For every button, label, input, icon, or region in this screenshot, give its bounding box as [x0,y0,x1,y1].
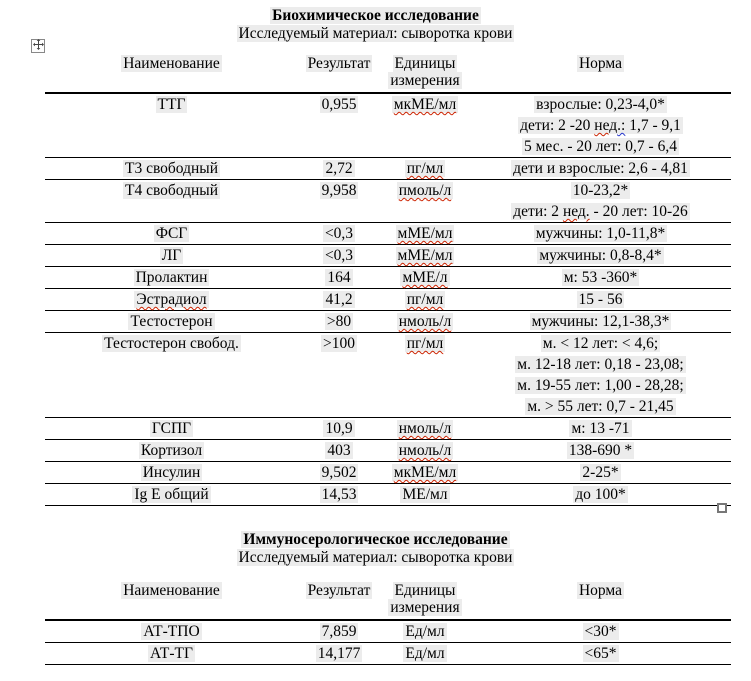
text-run: >80 [326,313,352,330]
cell-result[interactable] [298,620,380,643]
cell-test-name[interactable] [45,223,298,245]
test-name [160,247,183,264]
cell-norm[interactable] [470,180,731,223]
norm-text [522,138,679,155]
units-value [405,291,446,308]
cell-units[interactable] [380,418,470,440]
cell-norm[interactable] [470,93,731,158]
cell-result[interactable] [298,93,380,158]
norm-text [534,96,667,113]
result-row [45,440,731,462]
text-run: ФСГ [155,225,188,242]
norm-line [470,375,731,396]
cell-units[interactable] [380,440,470,462]
column-header-norm: Норма [578,55,623,72]
cell-units[interactable] [380,311,470,333]
text-run: 2,72 [325,160,353,177]
norm-text [515,377,685,394]
test-name [156,96,188,113]
norm-text [571,182,631,199]
misspelled-text-run: Эстрадиол [136,291,207,308]
text-run: <30* [584,623,617,640]
cell-norm[interactable] [470,333,731,418]
section-subtitle [0,25,751,42]
units-value [396,225,455,242]
text-run: мужчины: 12,1-38,3* [531,313,670,330]
cell-result[interactable] [298,333,380,418]
norm-text [583,645,619,662]
text-run: м. 19-55 лет: 1,00 - 28,28; [517,377,684,394]
units-value [405,160,446,177]
cell-norm[interactable] [470,418,731,440]
test-name [132,486,210,503]
norm-line [470,136,731,157]
text-run: МЕ/мл [402,486,448,503]
header-cell-name[interactable] [45,55,298,93]
result-value [320,464,359,481]
cell-result[interactable] [298,223,380,245]
header-cell-result[interactable] [298,55,380,93]
result-value [316,645,363,662]
section-immunoserology [0,506,751,665]
result-row [45,484,731,506]
result-value [320,486,359,503]
units-value [392,96,458,113]
cell-norm[interactable] [470,267,731,289]
text-run: м. 12-18 лет: 0,18 - 23,08; [517,356,684,373]
text-run: Ig E общий [134,486,209,503]
text-run: дети и взрослые: 2,6 - 4,81 [513,160,688,177]
result-row [45,223,731,245]
units-value [400,486,449,503]
text-run: 14,53 [321,486,357,503]
text-run: ЛГ [161,247,182,264]
norm-line [470,267,731,288]
misspelled-text-run: нмоль/л [398,420,452,437]
cell-test-name[interactable] [45,267,298,289]
result-row [45,267,731,289]
norm-line [470,484,731,505]
result-value [320,623,359,640]
result-row [45,158,731,180]
cell-test-name[interactable] [45,484,298,506]
cell-result[interactable] [298,180,380,223]
cell-norm[interactable] [470,289,731,311]
norm-text [583,623,619,640]
units-value [403,623,446,640]
section-subtitle-text: Исследуемый материал: сыворотка крови [238,549,513,566]
cell-units[interactable] [380,484,470,506]
cell-test-name[interactable] [45,418,298,440]
norm-line [470,180,731,201]
cell-result[interactable] [298,484,380,506]
norm-line [470,354,731,375]
section-title-text: Биохимическое исследование [272,7,479,24]
cell-test-name[interactable] [45,180,298,223]
column-header-units-line2: измерения [390,599,460,616]
cell-test-name[interactable] [45,289,298,311]
text-run: Ед/мл [405,645,445,662]
result-value [320,182,359,199]
cell-units[interactable] [380,93,470,158]
norm-line [470,245,731,266]
norm-text [562,269,640,286]
norm-line [470,333,731,354]
text-run: 10,9 [325,420,353,437]
misspelled-text-run: мкМЕ/мл [393,464,457,481]
result-value [323,291,354,308]
text-run: 9,958 [321,182,357,199]
cell-units[interactable] [380,267,470,289]
text-run: <0,3 [324,247,354,264]
text-run: Ед/мл [405,623,445,640]
norm-text [530,313,672,330]
cell-norm[interactable] [470,462,731,484]
column-header-result: Результат [307,582,371,599]
cell-result[interactable] [298,643,380,665]
text-run: 0,955 [321,96,357,113]
text-run: >100 [323,335,355,352]
norm-line [470,201,731,222]
cell-units[interactable] [380,223,470,245]
units-value [396,247,455,264]
text-run: - 20 лет: 10-26 [589,203,688,220]
header-cell-name[interactable] [45,582,298,620]
norm-text [580,464,620,481]
cell-units[interactable] [380,643,470,665]
text-run: 138-690 * [568,442,633,459]
cell-test-name[interactable] [45,158,298,180]
result-row [45,418,731,440]
norm-line [470,289,731,310]
test-name [134,269,210,286]
text-run: Тестостерон [130,313,213,330]
biochemistry-results-table [45,55,731,506]
norm-text [511,160,690,177]
norm-text [537,247,663,264]
cell-norm[interactable] [470,311,731,333]
result-value [323,160,354,177]
table-header-row [45,55,731,93]
misspelled-text-run: мМЕ/л [402,269,448,286]
norm-line [470,462,731,483]
section-title [0,7,751,24]
cell-result[interactable] [298,245,380,267]
table-resize-handle[interactable] [717,503,727,513]
text-run: 41,2 [325,291,353,308]
text-run: 1,7 - 9,1 [625,117,681,134]
cell-test-name[interactable] [45,643,298,665]
result-value [323,225,355,242]
result-value [325,269,352,286]
text-run: м: 13 -71 [571,420,630,437]
text-run: АТ-ТГ [150,645,193,662]
cell-test-name[interactable] [45,245,298,267]
cell-norm[interactable] [470,158,731,180]
units-value [397,442,454,459]
text-run: 403 [327,442,351,459]
result-row [45,620,731,643]
cell-norm[interactable] [470,643,731,665]
misspelled-text-run: пг/мл [406,160,444,177]
misspelled-text-run: мкМЕ/мл [393,96,457,113]
norm-line [470,94,731,115]
units-value [403,645,446,662]
norm-line [470,418,731,439]
norm-line [470,115,731,136]
text-run: <65* [584,645,617,662]
text-run: 7,859 [321,623,357,640]
test-name [150,420,193,437]
cell-norm[interactable] [470,484,731,506]
units-value [397,313,454,330]
text-run: ГСПГ [151,420,192,437]
cell-norm[interactable] [470,245,731,267]
cell-norm[interactable] [470,440,731,462]
section-title-text: Иммуносерологическое исследование [243,531,508,548]
text-run: 14,177 [317,645,361,662]
cell-result[interactable] [298,158,380,180]
text-run: Т3 свободный [124,160,218,177]
text-run: до 100* [575,486,626,503]
header-cell-result[interactable] [298,582,380,620]
result-value [320,96,359,113]
misspelled-text-run: нед. [562,203,590,220]
norm-line [470,396,731,417]
result-value [325,442,352,459]
norm-text [567,442,634,459]
test-name [128,313,214,330]
text-run: дети: 2 [513,203,563,220]
norm-text [573,486,628,503]
text-run: Инсулин [142,464,201,481]
test-name [154,225,190,242]
norm-line [470,440,731,461]
cell-test-name[interactable] [45,311,298,333]
text-run: взрослые: 0,23-4,0* [536,96,665,113]
norm-text [541,335,660,352]
result-row [45,462,731,484]
norm-text [511,203,689,220]
cell-result[interactable] [298,267,380,289]
column-header-units-line2: измерения [390,72,460,89]
text-run: 15 - 56 [578,291,623,308]
text-run: Кортизол [140,442,203,459]
units-value [392,464,458,481]
move-cross-icon [33,37,44,55]
result-row [45,245,731,267]
section-subtitle [0,549,751,566]
cell-units[interactable] [380,620,470,643]
column-header-norm: Норма [578,582,623,599]
text-run: мужчины: 0,8-8,4* [539,247,662,264]
cell-units[interactable] [380,289,470,311]
cell-norm[interactable] [470,620,731,643]
norm-line [470,158,731,179]
cell-test-name[interactable] [45,620,298,643]
column-header-units-line1: Единицы [394,582,456,599]
misspelled-text-run: пг/мл [406,335,444,352]
norm-text [515,356,685,373]
norm-text [534,225,668,242]
cell-norm[interactable] [470,223,731,245]
cell-units[interactable] [380,462,470,484]
header-cell-norm[interactable] [470,582,731,620]
section-title [0,531,751,548]
result-value [323,247,355,264]
units-value [397,182,454,199]
header-cell-units[interactable] [380,582,470,620]
test-name [148,645,195,662]
table-move-handle[interactable] [31,39,45,53]
text-run: Т4 свободный [124,182,218,199]
cell-result[interactable] [298,418,380,440]
norm-text [525,398,675,415]
misspelled-text-run: мМЕ/мл [397,225,453,242]
misspelled-text-run: нмоль/л [398,442,452,459]
result-row [45,643,731,665]
cell-units[interactable] [380,180,470,223]
header-cell-norm[interactable] [470,55,731,93]
misspelled-text-run: нед [594,117,618,134]
text-run: <0,3 [324,225,354,242]
text-run: Пролактин [135,269,208,286]
cell-result[interactable] [298,440,380,462]
immunoserology-results-table [45,582,731,665]
column-header-name: Наименование [123,582,220,599]
cell-result[interactable] [298,289,380,311]
misspelled-text-run: пмоль/л [398,182,452,199]
test-name [141,464,203,481]
norm-line [470,621,731,642]
test-name [141,623,201,640]
cell-test-name[interactable] [45,440,298,462]
norm-text [577,291,625,308]
cell-units[interactable] [380,158,470,180]
cell-test-name[interactable] [45,93,298,158]
cell-test-name[interactable] [45,333,298,418]
cell-result[interactable] [298,311,380,333]
test-name [123,160,220,177]
section-header-block [0,0,751,42]
text-run: м. < 12 лет: < 4,6; [542,335,659,352]
units-value [397,420,454,437]
cell-result[interactable] [298,462,380,484]
header-cell-units[interactable] [380,55,470,93]
text-run: АТ-ТПО [143,623,200,640]
test-name [102,335,241,352]
text-run: 10-23,2* [572,182,629,199]
result-row [45,93,731,158]
result-value [323,420,354,437]
test-name [134,291,208,308]
result-row [45,333,731,418]
text-run: Тестостерон свобод. [104,335,239,352]
column-header-name: Наименование [123,55,220,72]
table-header-row [45,582,731,620]
units-value [400,269,449,286]
cell-units[interactable] [380,245,470,267]
norm-line [470,311,731,332]
text-run: 2-25* [582,464,619,481]
text-run: 164 [327,269,351,286]
misspelled-text-run: нмоль/л [398,313,452,330]
section-header-block [0,506,751,566]
cell-units[interactable] [380,333,470,418]
text-run: м: 53 -360* [563,269,638,286]
units-value [405,335,446,352]
result-row [45,180,731,223]
section-subtitle-text: Исследуемый материал: сыворотка крови [238,25,513,42]
text-run: м. > 55 лет: 0,7 - 21,45 [527,398,674,415]
result-row [45,311,731,333]
misspelled-text-run: мМЕ/мл [397,247,453,264]
test-name [123,182,220,199]
cell-test-name[interactable] [45,462,298,484]
misspelled-text-run: пг/мл [406,291,444,308]
result-row [45,289,731,311]
norm-line [470,223,731,244]
text-run: 9,502 [321,464,357,481]
text-run: дети: 2 -20 [520,117,595,134]
norm-line [470,643,731,664]
column-header-result: Результат [307,55,371,72]
norm-text [569,420,631,437]
text-run: ТТГ [157,96,186,113]
misspelled-text-run: .: [617,117,626,134]
text-run: 5 мес. - 20 лет: 0,7 - 6,4 [524,138,677,155]
test-name [139,442,204,459]
result-value [325,313,353,330]
text-run: мужчины: 1,0-11,8* [535,225,666,242]
column-header-units-line1: Единицы [394,55,456,72]
result-value [321,335,357,352]
norm-text [518,117,683,134]
